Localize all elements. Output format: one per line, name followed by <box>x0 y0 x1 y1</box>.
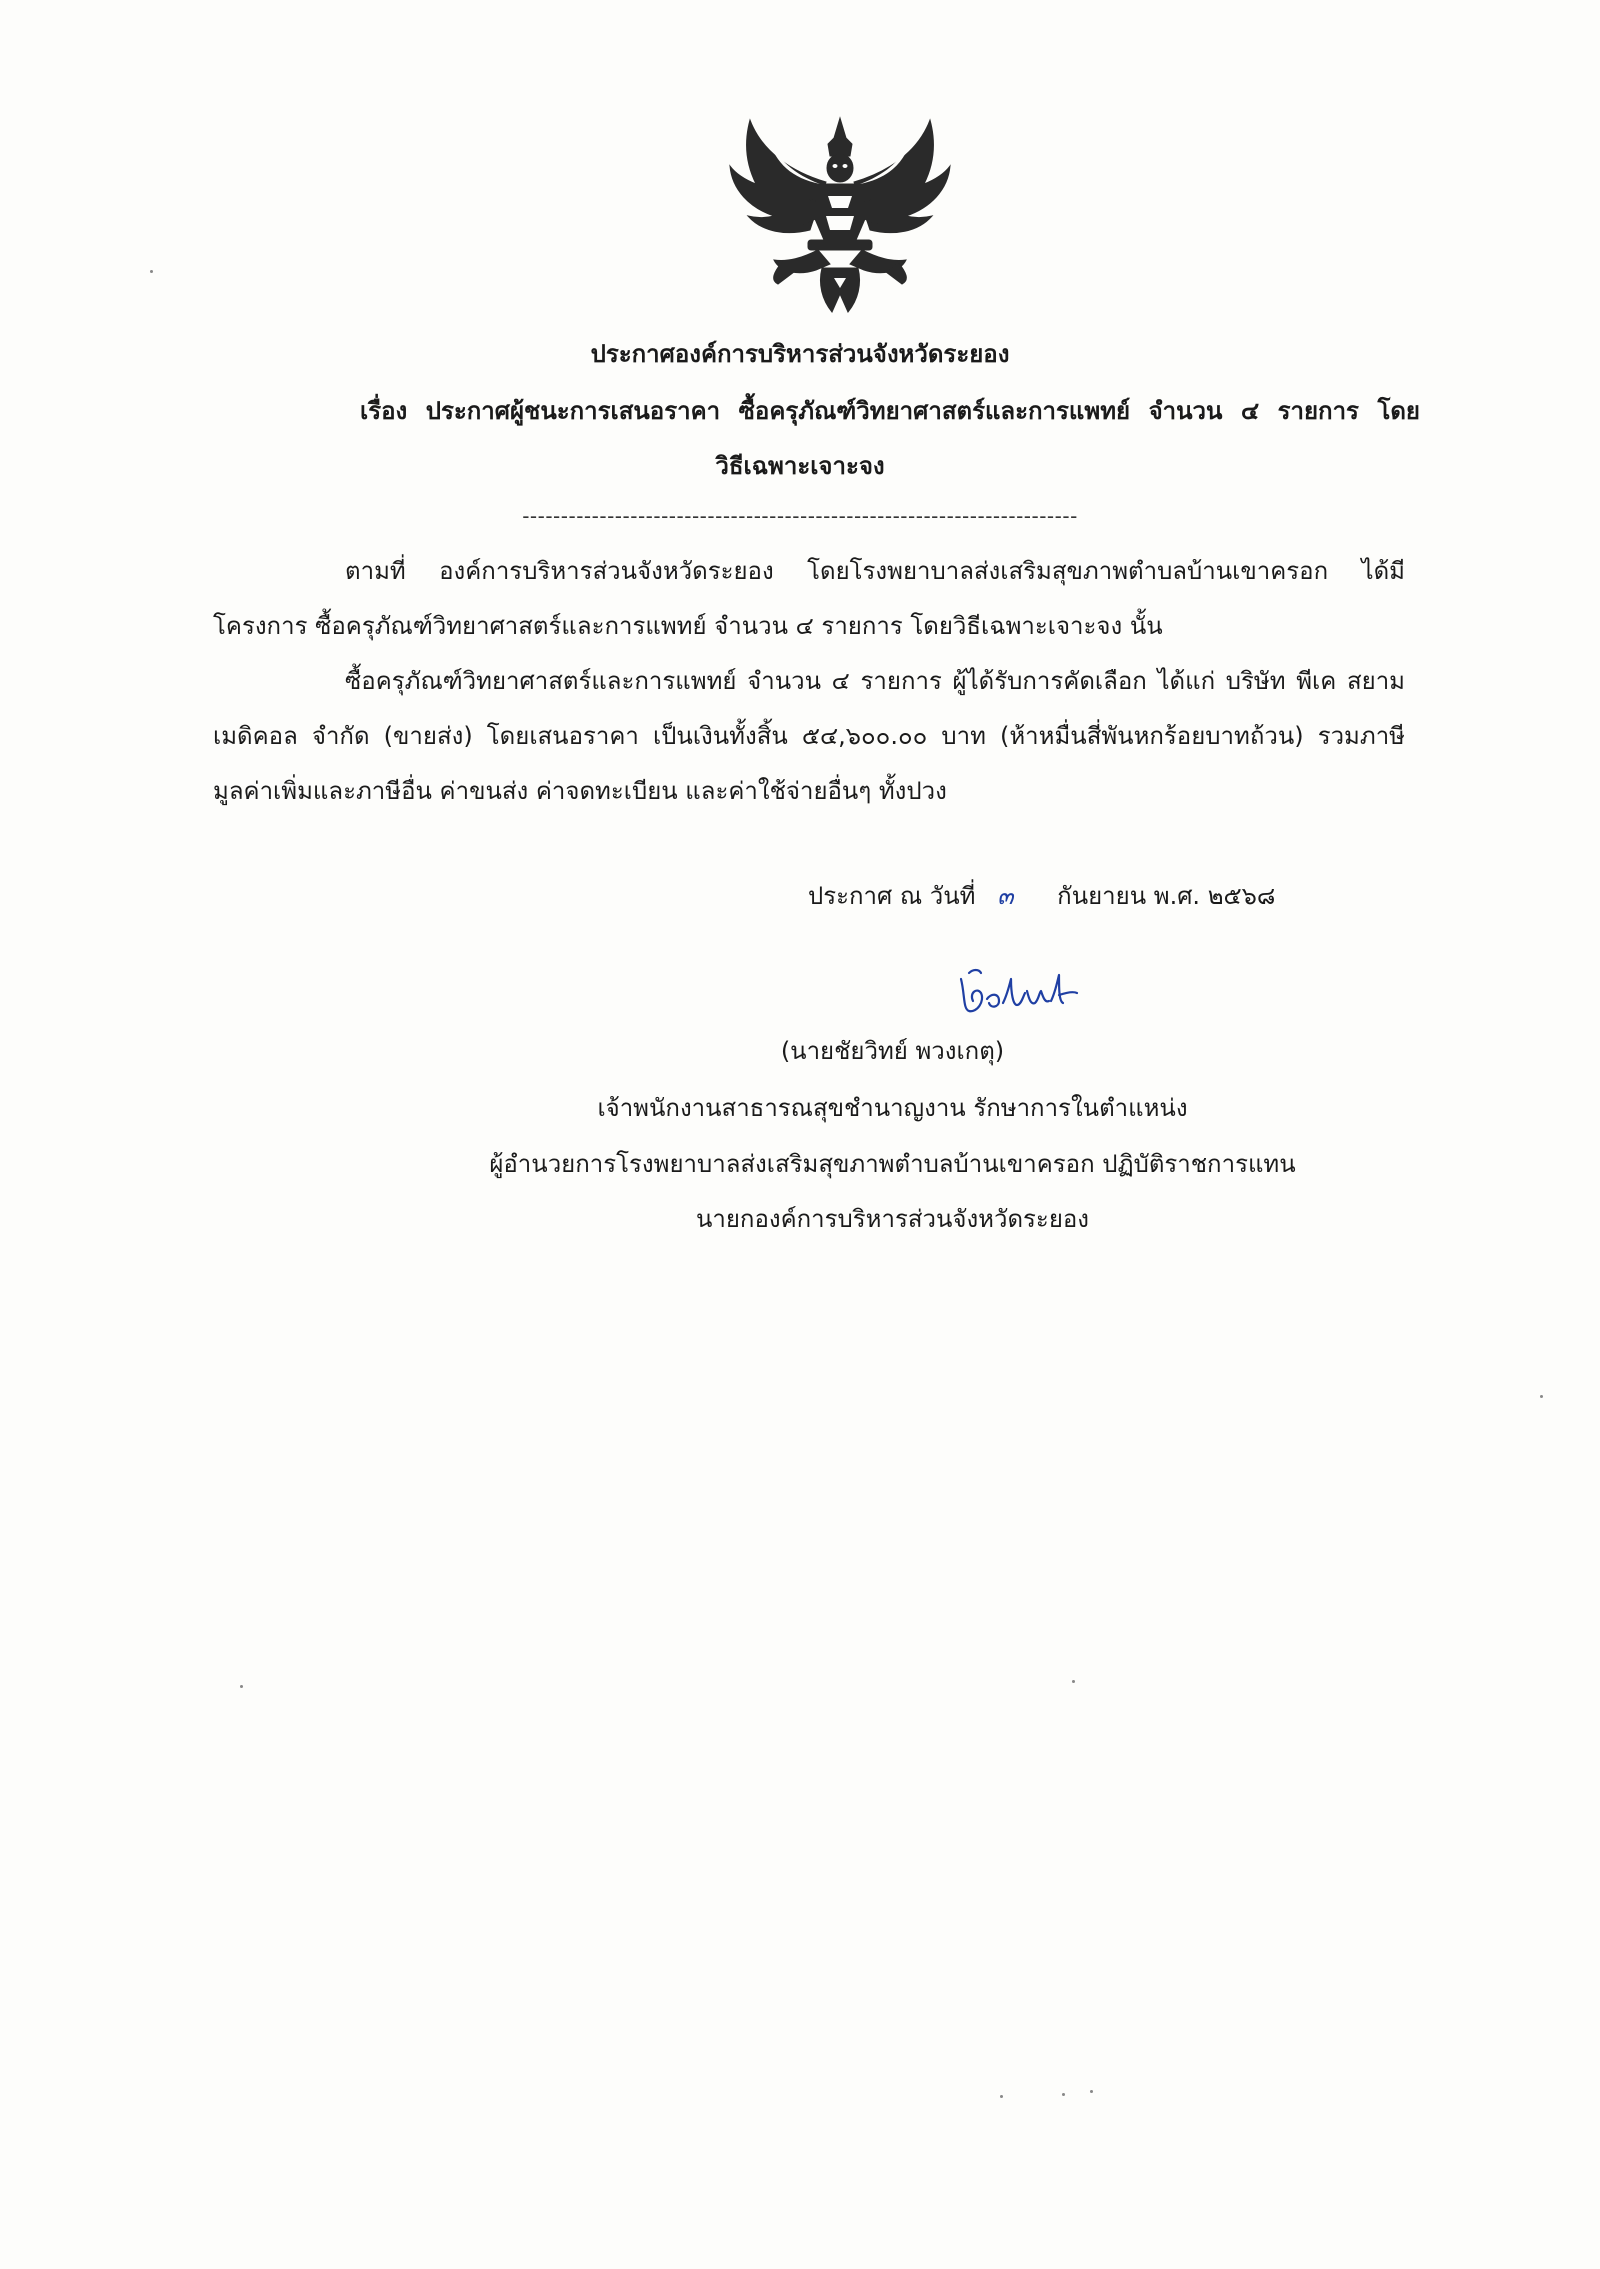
signatory-position-2: ผู้อำนวยการโรงพยาบาลส่งเสริมสุขภาพตำบลบ้านเขาครอก ปฏิบัติราชการแทน <box>489 1150 1296 1178</box>
date-day: ๓ <box>997 882 1014 910</box>
scan-speck <box>1072 1680 1075 1683</box>
dashed-divider: ------------------------------------------------------------------------ <box>522 504 1078 528</box>
subject-line-2: วิธีเฉพาะเจาะจง <box>715 452 885 480</box>
subject-line-1: เรื่อง ประกาศผู้ชนะการเสนอราคา ซื้อครุภัณฑ์วิทยาศาสตร์และการแพทย์ จำนวน ๔ รายการ โดย <box>360 397 1420 425</box>
paragraph-1-line-1: ตามที่ องค์การบริหารส่วนจังหวัดระยอง โดยโรงพยาบาลส่งเสริมสุขภาพตำบลบ้านเขาครอก ได้มี <box>345 557 1405 585</box>
paragraph-1-line-2: โครงการ ซื้อครุภัณฑ์วิทยาศาสตร์และการแพทย์ จำนวน ๔ รายการ โดยวิธีเฉพาะเจาะจง นั้น <box>213 612 1163 640</box>
scan-speck <box>1540 1395 1543 1398</box>
signatory-position-3: นายกองค์การบริหารส่วนจังหวัดระยอง <box>695 1205 1090 1233</box>
date-prefix: ประกาศ ณ วันที่ <box>808 882 976 910</box>
paragraph-2-line-1: ซื้อครุภัณฑ์วิทยาศาสตร์และการแพทย์ จำนวน ๔ รายการ ผู้ได้รับการคัดเลือก ได้แก่ บริษัท พีเค สยาม <box>345 667 1405 695</box>
garuda-emblem-icon <box>722 112 958 322</box>
scan-speck <box>150 270 153 273</box>
date-month-year: กันยายน พ.ศ. ๒๕๖๘ <box>1057 882 1276 910</box>
scan-speck <box>1090 2090 1093 2093</box>
handwritten-signature <box>955 965 1080 1020</box>
signatory-name: (นายชัยวิทย์ พวงเกตุ) <box>780 1037 1005 1065</box>
document-title: ประกาศองค์การบริหารส่วนจังหวัดระยอง <box>590 340 1010 368</box>
signatory-position-1: เจ้าพนักงานสาธารณสุขชำนาญงาน รักษาการในตำแหน่ง <box>597 1094 1188 1122</box>
paragraph-2-line-3: มูลค่าเพิ่มและภาษีอื่น ค่าขนส่ง ค่าจดทะเบียน และค่าใช้จ่ายอื่นๆ ทั้งปวง <box>213 777 947 805</box>
paragraph-2-line-2: เมดิคอล จำกัด (ขายส่ง) โดยเสนอราคา เป็นเงินทั้งสิ้น ๕๔,๖๐๐.๐๐ บาท (ห้าหมื่นสี่พันหกร้อยบาทถ้วน) รวมภาษี <box>213 722 1405 750</box>
scan-speck <box>240 1685 243 1688</box>
scan-speck <box>1000 2095 1003 2098</box>
announcement-date <box>808 880 1275 912</box>
scan-speck <box>1062 2093 1065 2096</box>
